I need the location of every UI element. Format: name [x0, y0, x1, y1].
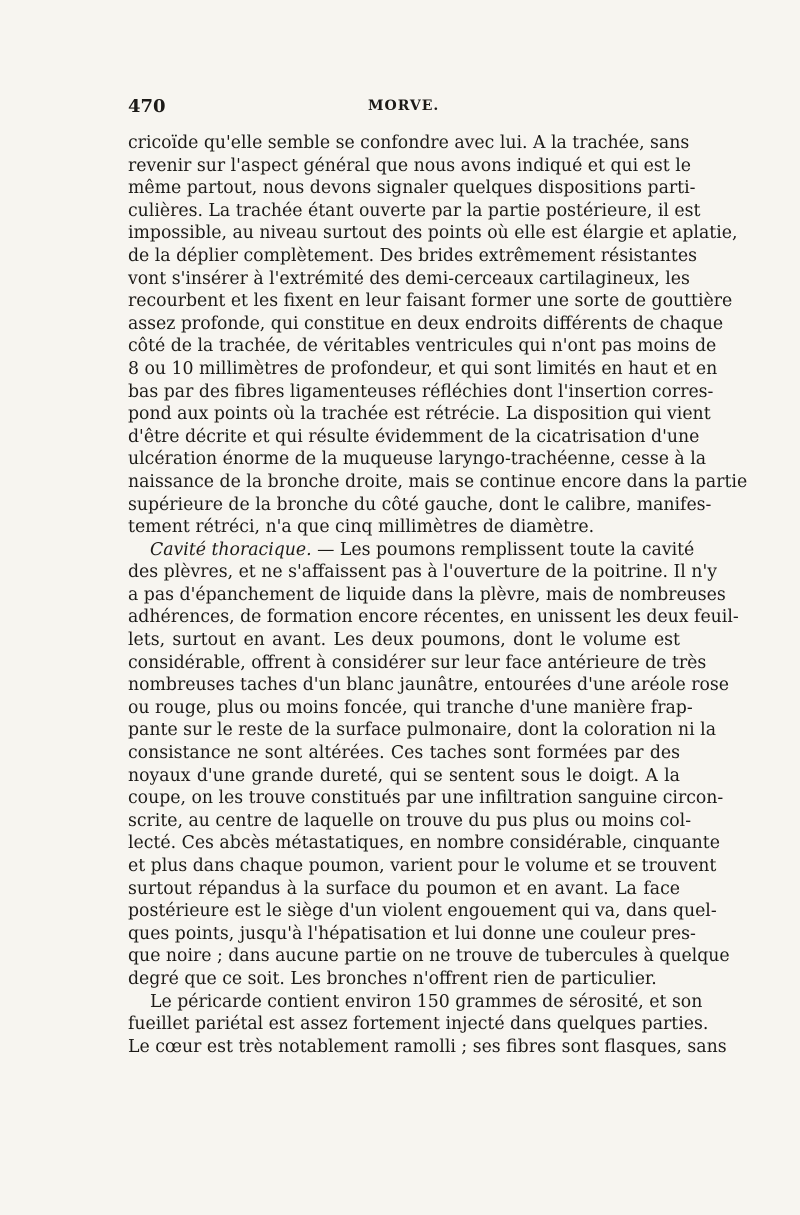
text-line: des plèvres, et ne s'affaissent pas à l'ouverture de la poitrine. Il n'y — [128, 562, 717, 583]
text-line: a pas d'épanchement de liquide dans la plèvre, mais de nombreuses — [128, 584, 726, 605]
text-line: surtout répandus à la surface du poumon et en avant. La face — [128, 878, 680, 899]
text-line: noyaux d'une grande dureté, qui se sentent sous le doigt. A la — [128, 765, 680, 786]
text-line: vont s'insérer à l'extrémité des demi-cerceaux cartilagineux, les — [128, 268, 690, 289]
text-line: 8 ou 10 millimètres de profondeur, et qui sont limités en haut et en — [128, 358, 718, 379]
paragraph-pericardium — [128, 991, 727, 1059]
text-line-rest: — Les poumons remplissent toute la cavité — [311, 539, 695, 560]
text-line: que noire ; dans aucune partie on ne trouve de tubercules à quelque — [128, 946, 730, 967]
text-line: nombreuses taches d'un blanc jaunâtre, entourées d'une aréole rose — [128, 675, 730, 696]
text-line: naissance de la bronche droite, mais se continue encore dans la partie — [128, 471, 748, 492]
text-line: fueillet pariétal est assez fortement injecté dans quelques parties. — [128, 1014, 709, 1035]
book-page — [128, 96, 748, 1096]
text-line: ou rouge, plus ou moins foncée, qui tranche d'une manière frap- — [128, 697, 693, 718]
text-line: lets, surtout en avant. Les deux poumons, dont le volume est — [128, 630, 680, 651]
text-line: tement rétréci, n'a que cinq millimètres de diamètre. — [128, 517, 595, 538]
text-line: de la déplier complètement. Des brides extrêmement résistantes — [128, 245, 697, 266]
page-header — [128, 96, 680, 124]
text-line: d'être décrite et qui résulte évidemment de la cicatrisation d'une — [128, 426, 700, 447]
text-line: coupe, on les trouve constitués par une infiltration sanguine circon- — [128, 788, 724, 809]
paragraph-thoracic-cavity — [128, 539, 739, 991]
text-line: et plus dans chaque poumon, varient pour le volume et se trouvent — [128, 856, 717, 876]
page-number: 470 — [128, 96, 166, 117]
text-line: revenir sur l'aspect général que nous avons indiqué et qui est le — [128, 155, 691, 176]
text-line: adhérences, de formation encore récentes, en unissent les deux feuil- — [128, 607, 739, 628]
text-line: scrite, au centre de laquelle on trouve du pus plus ou moins col- — [128, 810, 692, 831]
text-line: assez profonde, qui constitue en deux endroits différents de chaque — [128, 313, 724, 334]
running-title: MORVE. — [368, 98, 440, 114]
text-line: même partout, nous devons signaler quelques dispositions parti- — [128, 178, 696, 199]
paragraph-trachea — [128, 132, 748, 539]
text-line: ques points, jusqu'à l'hépatisation et lui donne une couleur pres- — [128, 923, 696, 944]
text-line: supérieure de la bronche du côté gauche, dont le calibre, manifes- — [128, 494, 712, 515]
body-text — [128, 132, 748, 1058]
text-line: Le cœur est très notablement ramolli ; ses fibres sont flasques, sans — [128, 1036, 727, 1057]
text-line: postérieure est le siège d'un violent engouement qui va, dans quel- — [128, 901, 717, 922]
text-line: consistance ne sont altérées. Ces taches sont formées par des — [128, 743, 680, 764]
text-line: cricoïde qu'elle semble se confondre avec lui. A la trachée, sans — [128, 133, 690, 153]
text-line: pond aux points où la trachée est rétrécie. La disposition qui vient — [128, 404, 711, 425]
text-line: ulcération énorme de la muqueuse laryngo-trachéenne, cesse à la — [128, 449, 707, 470]
text-line: pante sur le reste de la surface pulmonaire, dont la coloration ni la — [128, 720, 717, 741]
text-line: considérable, offrent à considérer sur leur face antérieure de très — [128, 652, 707, 673]
text-line: côté de la trachée, de véritables ventricules qui n'ont pas moins de — [128, 336, 717, 357]
section-heading: Cavité thoracique. — [150, 539, 312, 560]
text-line: culières. La trachée étant ouverte par la partie postérieure, il est — [128, 200, 701, 221]
text-line: impossible, au niveau surtout des points où elle est élargie et aplatie, — [128, 223, 738, 244]
text-line: recourbent et les fixent en leur faisant former une sorte de gouttière — [128, 291, 733, 312]
text-line: bas par des fibres ligamenteuses réfléchies dont l'insertion corres- — [128, 381, 714, 402]
text-line: lecté. Ces abcès métastatiques, en nombre considérable, cinquante — [128, 833, 720, 854]
text-line — [128, 539, 695, 562]
text-line: Le péricarde contient environ 150 grammes de sérosité, et son — [150, 991, 703, 1012]
text-line: degré que ce soit. Les bronches n'offrent rien de particulier. — [128, 968, 657, 989]
